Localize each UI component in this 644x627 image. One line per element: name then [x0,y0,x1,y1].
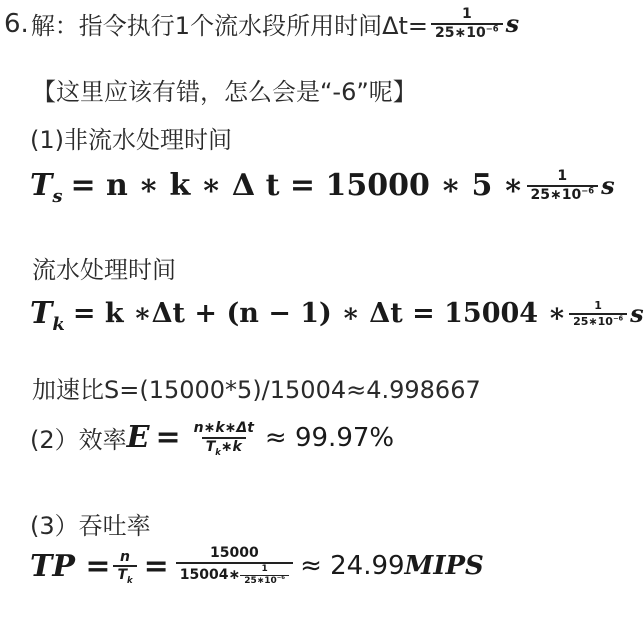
tp-result-number: ≈ 24.99 [300,551,405,582]
part1-heading-line [30,120,232,155]
delta-t-fraction [431,7,503,40]
eff-den-sub: k [215,446,221,457]
tp-nested-den-base: 25∗10 [244,576,277,587]
ts-sub: s [52,186,63,207]
speedup-line [32,370,481,405]
tk-formula [30,296,644,335]
den-exp: −6 [485,22,499,33]
tk-den-exp: −6 [612,313,624,322]
ts-base: T [30,168,53,203]
tp-eq: = [143,548,169,584]
tk-frac-den [569,313,627,328]
tp-nested-den-exp: −6 [276,575,286,582]
ts-unit: s [601,171,615,200]
den-base: 25∗10 [435,24,486,41]
pipeline-heading-line [32,250,176,285]
unit-s: s [505,9,520,38]
part2-heading: (2）效率 [30,426,127,454]
ts-frac-num: 1 [557,167,568,184]
part3-heading-line [30,506,151,541]
item-intro: 解：指令执行1个流水段所用时间Δt= [30,12,429,40]
ts-den-exp: −6 [581,184,595,195]
error-note: 【这里应该有错，怎么会是“-6”呢】 [32,78,417,106]
tp-second-fraction [176,546,293,587]
item-number: 6. [4,8,29,39]
tp-lhs: TP = [30,548,111,584]
ts-symbol [30,168,63,207]
tp-result-unit: MIPS [404,551,484,582]
tk-frac-num: 1 [594,298,602,312]
fraction-numerator: 1 [461,5,472,22]
ts-den-base: 25∗10 [530,186,582,203]
efficiency-den [202,437,246,455]
efficiency-fraction [190,419,258,457]
efficiency-var: E [126,420,150,455]
efficiency-num: n∗k∗Δt [193,419,254,436]
tk-sub: k [52,314,65,335]
tk-base: T [30,296,53,331]
efficiency-eq: = [155,420,181,455]
fraction-denominator [431,23,503,41]
tk-fraction [569,300,627,327]
tk-symbol [30,296,65,335]
ts-body: = n ∗ k ∗ Δ t = 15000 ∗ 5 ∗ [70,168,524,203]
part3-heading: (3）吞吐率 [30,512,151,540]
ts-formula [30,167,615,207]
tk-body: = k ∗Δt + (n − 1) ∗ Δt = 15004 ∗ [72,298,567,329]
item-6-line [4,6,519,41]
tp-nested-den [240,575,289,586]
eff-den-rest: ∗k [220,438,242,455]
pipeline-heading: 流水处理时间 [32,256,176,284]
part1-heading: (1)非流水处理时间 [30,126,232,154]
tp-frac-den [113,565,136,586]
tp-result [300,551,484,581]
tp-den-base: T [117,567,128,584]
tp-nested-fraction [240,565,289,587]
ts-fraction [527,169,599,202]
efficiency-result: ≈ 99.97% [264,422,395,453]
speedup-text: 加速比S=(15000*5)/15004≈4.998667 [32,376,481,404]
tp-big-num: 15000 [210,545,259,561]
note-line [32,72,417,107]
efficiency-formula [30,420,394,455]
tk-den-base: 25∗10 [573,314,613,328]
tp-frac-num: n [120,548,131,565]
tk-unit: s [630,299,644,328]
tp-first-fraction [113,548,136,586]
tp-nested-num: 1 [261,563,268,574]
ts-frac-den [527,185,599,203]
tp-big-den-prefix: 15004∗ [179,567,241,584]
eff-den-base: T [205,438,216,455]
tp-den-sub: k [127,575,133,586]
tp-big-den [176,562,293,587]
tp-formula [30,546,484,587]
